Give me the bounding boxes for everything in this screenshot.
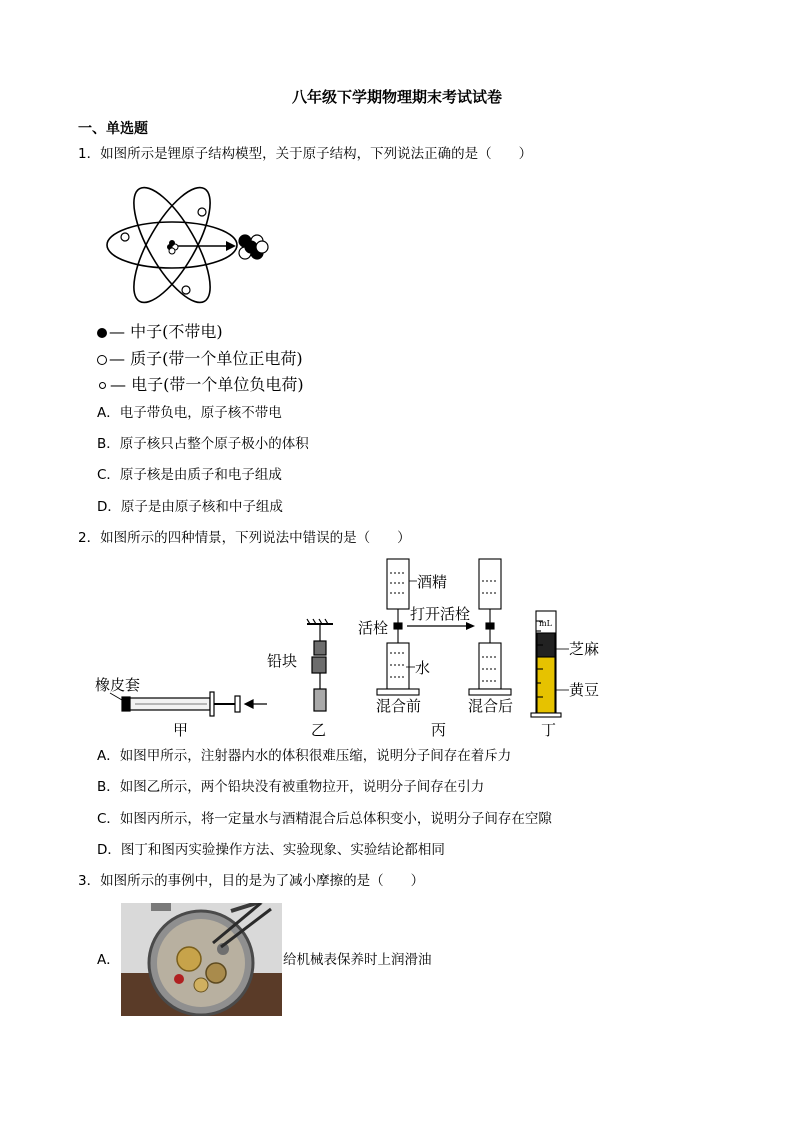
page-title: 八年级下学期物理期末考试试卷 <box>291 88 502 106</box>
legend-proton: — 质子(带一个单位正电荷) <box>97 346 303 369</box>
option-a-letter: A． <box>97 952 120 968</box>
electron <box>121 233 129 241</box>
electron-icon <box>99 382 106 389</box>
electron <box>182 286 190 294</box>
ml-label: mL <box>539 619 552 628</box>
molecule-experiments-figure <box>95 553 615 743</box>
electron <box>198 208 206 216</box>
label-yi: 乙 <box>311 721 327 739</box>
neutron-icon <box>97 328 107 338</box>
question-1-stem: 1．如图所示是锂原子结构模型，关于原子结构，下列说法正确的是（ ） <box>78 146 533 162</box>
syringe <box>110 692 267 716</box>
watch-lubrication-photo <box>121 903 282 1016</box>
option-b: B．如图乙所示，两个铅块没有被重物拉开，说明分子间存在引力 <box>97 779 485 795</box>
sesame-label: 芝麻 <box>569 640 600 658</box>
nucleus <box>167 240 178 254</box>
arrowhead <box>466 622 475 630</box>
alcohol-label: 酒精 <box>417 573 448 591</box>
apparatus-after-mixing <box>469 559 511 695</box>
after-mixing-label: 混合后 <box>468 697 514 715</box>
label-bing: 丙 <box>431 721 447 739</box>
option-b: B．原子核只占整个原子极小的体积 <box>97 436 309 452</box>
lead-block-label: 铅块 <box>267 652 298 670</box>
question-3-stem: 3．如图所示的事例中，目的是为了减小摩擦的是（ ） <box>78 873 425 889</box>
option-d: D．原子是由原子核和中子组成 <box>97 499 283 515</box>
question-2-stem: 2．如图所示的四种情景，下列说法中错误的是（ ） <box>78 530 411 546</box>
option-a: A．电子带负电，原子核不带电 <box>97 405 282 421</box>
label-jia: 甲 <box>173 721 189 739</box>
option-a: A．如图甲所示，注射器内水的体积很难压缩，说明分子间存在着斥力 <box>97 748 512 764</box>
rubber-cap-label: 橡皮套 <box>95 676 141 694</box>
rubber-cap <box>122 697 130 711</box>
open-valve-label: 打开活栓 <box>410 605 471 623</box>
section-heading: 一、单选题 <box>78 121 148 137</box>
option-a-text: 给机械表保养时上润滑油 <box>283 952 432 968</box>
soybean-label: 黄豆 <box>569 681 600 699</box>
legend-electron: — 电子(带一个单位负电荷) <box>97 372 304 395</box>
option-c: C．如图丙所示，将一定量水与酒精混合后总体积变小，说明分子间存在空隙 <box>97 811 552 827</box>
option-c: C．原子核是由质子和电子组成 <box>97 467 282 483</box>
before-mixing-label: 混合前 <box>376 697 422 715</box>
proton-icon <box>97 355 107 365</box>
arrowhead <box>226 241 236 251</box>
water-label: 水 <box>415 659 431 677</box>
lead-blocks <box>307 619 333 711</box>
nucleus-enlarged <box>239 235 268 259</box>
legend-neutron: — 中子(不带电) <box>97 319 223 342</box>
label-ding: 丁 <box>541 721 557 739</box>
atom-model-figure <box>100 170 280 318</box>
valve-label: 活栓 <box>358 619 389 637</box>
option-d: D．图丁和图丙实验操作方法、实验现象、实验结论都相同 <box>97 842 445 858</box>
